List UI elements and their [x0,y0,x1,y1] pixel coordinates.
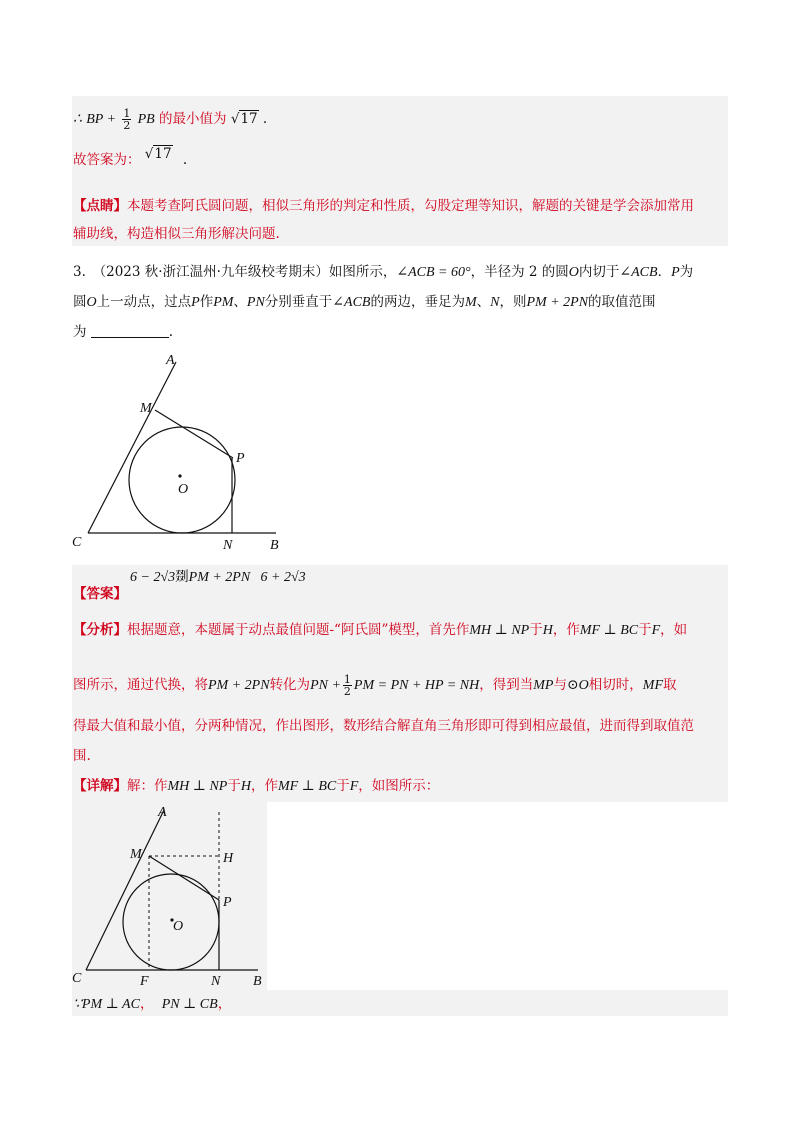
text: 取 [663,677,677,693]
var-h: H [240,779,251,794]
answer-lower-bound: 6 − 2√3 [130,570,176,585]
label-b: B [253,974,262,989]
angle-acb-60: ∠ACB = 60° [396,265,471,280]
text: ，如图所示： [358,778,440,794]
var-f: F [349,779,359,794]
var-o: O [86,295,97,310]
figure-2 [72,802,272,992]
answer-tag: 【答案】 [73,586,127,602]
fraction-half [122,108,131,131]
label-h: H [223,851,234,866]
dianjing-line-1 [73,196,694,216]
analysis-line-3 [73,716,694,736]
var-p: P [191,295,200,310]
analysis-line-4 [73,746,91,766]
label-c: C [72,535,82,550]
segment-mp [155,410,233,458]
frac-den: 2 [343,685,351,698]
period: . [262,111,268,127]
comma: ， [139,996,154,1012]
text: 与 [553,677,567,693]
text: 的取值范围 [588,294,656,310]
dianjing-text-cont: 辅助线，构造相似三角形解决问题. [73,226,280,242]
text: 转化为 [269,677,311,693]
sqrt-radicand: 17 [154,146,172,162]
sqrt-radicand: 17 [240,111,258,127]
answer-garbled-glyph: 剟 [175,569,189,585]
label-m: M [140,401,152,416]
var-h: H [542,623,553,638]
text: 解：作 [127,778,168,794]
label-b: B [270,538,279,553]
label-a: A [166,353,175,368]
text: 图所示，通过代换，将 [73,677,208,693]
question3-line-2 [73,292,656,313]
var-n: N [490,295,500,310]
text: 得最大值和最小值，分两种情况，作出图形，数形结合解直角三角形即可得到相应最值，进而得到取值范 [73,718,694,734]
expr-substitution: PM = PN + HP = NH [353,678,480,693]
text: 、 [476,294,491,310]
text: ，则 [499,294,527,310]
segment-mp [149,856,219,900]
text: 、 [233,294,247,310]
question3-line-3 [73,322,173,342]
answer-sqrt-17: √17 [144,146,172,162]
detail-line [73,776,439,797]
text: 于 [227,778,241,794]
center-dot [178,474,181,477]
text: 相切时， [588,677,643,693]
expr-mh-np: MH ⊥ NP [469,623,530,638]
min-value-text: 的最小值为 [159,111,227,127]
expr-pb: PB [137,112,155,127]
text: 圆 [73,294,87,310]
final-line [73,994,231,1015]
sqrt-17: √17 [230,111,258,127]
answer-section [73,584,127,604]
var-p: P [671,265,680,280]
period: . [182,152,188,168]
label-m: M [130,847,142,862]
expr-mf-bc: MF ⊥ BC [277,779,337,794]
comma: ， [217,996,232,1012]
text: ，作 [552,622,580,638]
angle-acb: ∠ACB [332,295,371,310]
text: 围. [73,748,91,764]
label-p: P [236,451,245,466]
answer-expression [130,567,306,588]
text: ，作 [250,778,278,794]
answer-blank [91,323,169,338]
text: 于 [529,622,543,638]
analysis-line-1 [73,620,687,641]
frac-den: 2 [123,119,131,132]
text: ，半径为 2 的圆 [470,264,569,280]
var-mf: MF [642,678,663,693]
text: ，如 [660,622,688,638]
expr-mf-bc: MF ⊥ BC [579,623,639,638]
answer-line [73,146,188,170]
frac-num: 1 [123,107,131,120]
circle-o [129,427,235,533]
text: ． [657,264,672,280]
label-o: O [173,919,184,934]
ray-ca [86,810,164,970]
question3-line-1 [73,262,693,283]
text: 内切于 [578,264,620,280]
expr-pm-2pn: PM + 2PN [208,678,270,693]
text: 的两边，垂足为 [370,294,465,310]
var-m: M [464,295,477,310]
because-symbol: ∵ [73,997,82,1012]
var-pn: PN [246,295,265,310]
expr-bp: BP + [86,112,117,127]
analysis-tag: 【分析】 [73,622,127,638]
circle-o-symbol: ⊙O [566,678,589,693]
answer-expr: PM + 2PN [188,570,251,585]
dianjing-tag: 【点睛】 [73,198,127,214]
text: 分别垂直于 [264,294,333,310]
text: 作 [199,294,214,310]
fraction-half [343,674,352,697]
figure-1 [60,350,300,555]
expr-pn-cb: PN ⊥ CB [161,997,218,1012]
label-n: N [211,974,221,989]
answer-label: 故答案为： [73,152,141,168]
text: ，得到当 [479,677,534,693]
label-n: N [223,538,233,553]
detail-tag: 【详解】 [73,778,127,794]
label-p: P [223,895,232,910]
circle-o [123,874,219,970]
label-a: A [158,805,167,820]
expr-mh-np: MH ⊥ NP [167,779,228,794]
text: 于 [336,778,350,794]
answer-upper-bound: 6 + 2√3 [260,570,306,585]
label-f: F [140,974,149,989]
dianjing-text: 本题考查阿氏圆问题，相似三角形的判定和性质，勾股定理等知识，解题的关键是学会添加常用 [127,198,694,214]
frac-num: 1 [343,673,351,686]
text: 根据题意，本题属于动点最值问题-“阿氏圆”模型，首先作 [127,622,470,638]
label-c: C [72,971,82,986]
expr-pm-2pn: PM + 2PN [526,295,589,310]
q3-intro: 3. （2023 秋·浙江温州·九年级校考期末）如图所示， [73,264,397,280]
text: 为 [679,264,694,280]
var-f: F [651,623,661,638]
therefore-symbol: ∴ [73,112,82,127]
period: . [168,324,174,340]
min-value-line [73,108,267,131]
text: 于 [638,622,652,638]
var-o: O [568,265,579,280]
dianjing-line-2 [73,224,280,244]
label-o: O [178,482,189,497]
ray-ca [88,362,176,533]
expr-pn: PN + [310,678,341,693]
expr-pm-ac: PM ⊥ AC [81,997,140,1012]
var-pm: PM [213,295,234,310]
var-mp: MP [533,678,554,693]
text: 为 [73,324,87,340]
analysis-line-2 [73,674,677,697]
text: 上一动点，过点 [96,294,192,310]
angle-acb: ∠ACB [619,265,658,280]
